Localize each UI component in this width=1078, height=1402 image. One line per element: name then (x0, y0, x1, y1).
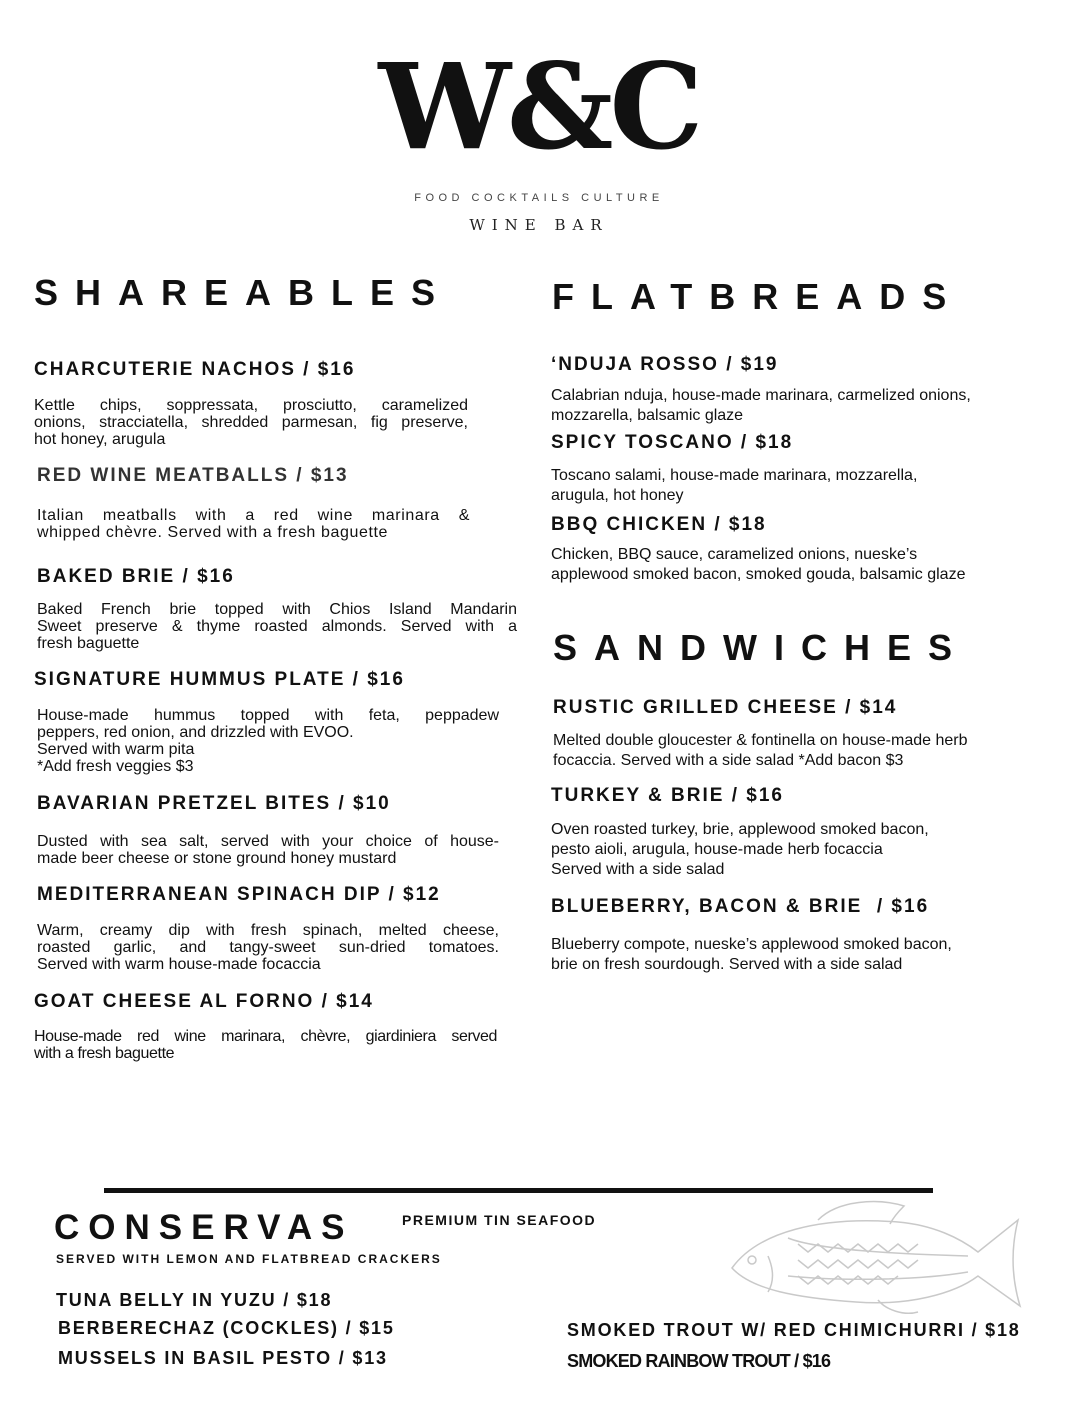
menu-item-desc: Chicken, BBQ sauce, caramelized onions, nueske’s applewood smoked bacon, smoked gouda, balsamic glaze (551, 546, 966, 583)
menu-item-name: BAKED BRIE / $16 (37, 566, 235, 587)
conservas-item: BERBERECHAZ (COCKLES) / $15 (58, 1318, 395, 1338)
menu-item-desc: Toscano salami, house-made marinara, mozzarella, arugula, hot honey (551, 467, 918, 504)
menu-item-name: MEDITERRANEAN SPINACH DIP / $12 (37, 884, 441, 905)
menu-item-name: RED WINE MEATBALLS / $13 (37, 465, 349, 486)
menu-item-name: BBQ CHICKEN / $18 (551, 514, 767, 535)
section-title-sandwiches: SANDWICHES (553, 627, 970, 668)
menu-item-desc: Dusted with sea salt, served with your choice of house- made beer cheese or stone ground honey mustard (37, 833, 499, 867)
section-title-conservas: CONSERVAS (54, 1208, 354, 1247)
section-title-flatbreads: FLATBREADS (552, 276, 964, 317)
menu-item-desc: Kettle chips, soppressata, prosciutto, caramelized onions, stracciatella, shredded parmesan, fig preserve, hot honey, arugula (34, 397, 468, 448)
fish-illustration (728, 1198, 1024, 1318)
brand-subtitle: WINE BAR (469, 216, 609, 234)
brand-tagline: FOOD COCKTAILS CULTURE (414, 192, 664, 204)
menu-item-desc: Melted double gloucester & fontinella on house-made herb focaccia. Served with a side salad *Add bacon $3 (553, 732, 968, 769)
menu-item-desc: Warm, creamy dip with fresh spinach, melted cheese, roasted garlic, and tangy-sweet sun-dried tomatoes. Served with warm house-made focaccia (37, 922, 499, 973)
menu-item-name: SIGNATURE HUMMUS PLATE / $16 (34, 669, 405, 690)
conservas-subtitle: PREMIUM TIN SEAFOOD (402, 1212, 597, 1228)
conservas-item: SMOKED RAINBOW TROUT / $16 (567, 1351, 831, 1371)
menu-item-name: TURKEY & BRIE / $16 (551, 785, 784, 806)
menu-item-desc: Oven roasted turkey, brie, applewood smoked bacon, pesto aioli, arugula, house-made herb focaccia Served with a side salad (551, 821, 929, 878)
menu-item-desc: Calabrian nduja, house-made marinara, carmelized onions, mozzarella, balsamic glaze (551, 387, 971, 424)
conservas-item: SMOKED TROUT W/ RED CHIMICHURRI / $18 (567, 1320, 1021, 1340)
menu-item-desc: Italian meatballs with a red wine marinara & whipped chèvre. Served with a fresh baguette (37, 507, 470, 541)
section-divider (104, 1188, 933, 1193)
conservas-note: SERVED WITH LEMON AND FLATBREAD CRACKERS (56, 1252, 442, 1266)
menu-item-name: CHARCUTERIE NACHOS / $16 (34, 359, 356, 380)
menu-item-desc: House-made hummus topped with feta, peppadew peppers, red onion, and drizzled with EVOO. Served with warm pita *Add fresh veggies $3 (37, 707, 499, 775)
section-title-shareables: SHAREABLES (34, 272, 453, 313)
menu-item-name: RUSTIC GRILLED CHEESE / $14 (553, 697, 898, 718)
brand-logo: W&C (378, 37, 700, 176)
menu-item-desc: House-made red wine marinara, chèvre, giardiniera served with a fresh baguette (34, 1028, 497, 1062)
menu-item-name: ‘NDUJA ROSSO / $19 (551, 354, 779, 375)
menu-item-name: BLUEBERRY, BACON & BRIE / $16 (551, 896, 930, 917)
menu-item-name: GOAT CHEESE AL FORNO / $14 (34, 991, 374, 1012)
menu-item-name: SPICY TOSCANO / $18 (551, 432, 794, 453)
conservas-item: TUNA BELLY IN YUZU / $18 (56, 1290, 333, 1310)
conservas-item: MUSSELS IN BASIL PESTO / $13 (58, 1348, 388, 1368)
menu-item-name: BAVARIAN PRETZEL BITES / $10 (37, 793, 391, 814)
menu-item-desc: Blueberry compote, nueske’s applewood smoked bacon, brie on fresh sourdough. Served with a side salad (551, 936, 952, 973)
menu-item-desc: Baked French brie topped with Chios Island Mandarin Sweet preserve & thyme roasted almonds. Served with a fresh baguette (37, 601, 517, 652)
